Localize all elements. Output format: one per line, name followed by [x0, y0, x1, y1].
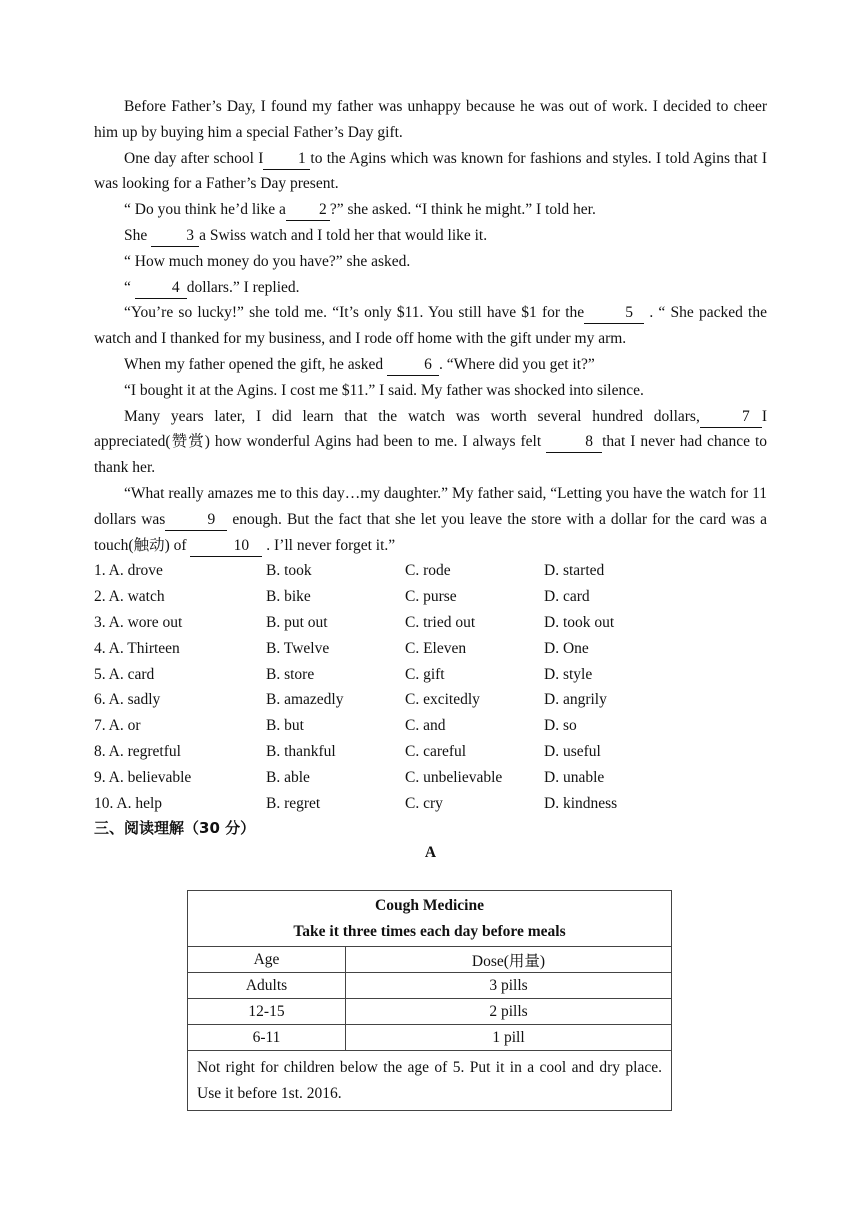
table-note: Not right for children below the age of 5. Put it in a cool and dry place. Use it before 1st. 2016. — [188, 1051, 672, 1111]
option-c[interactable]: C. rode — [405, 562, 451, 580]
option-a[interactable]: 2. A. watch — [94, 588, 165, 606]
option-c[interactable]: C. unbelievable — [405, 768, 503, 786]
blank-5[interactable]: 5 — [584, 303, 644, 324]
option-a[interactable]: 3. A. wore out — [94, 613, 183, 631]
question-row — [94, 739, 767, 765]
option-b[interactable]: B. thankful — [266, 742, 336, 760]
blank-3[interactable]: 3 — [151, 226, 199, 247]
blank-4[interactable]: 4 — [135, 278, 187, 299]
option-a[interactable]: 7. A. or — [94, 717, 141, 735]
table-row — [188, 999, 672, 1025]
option-a[interactable]: 4. A. Thirteen — [94, 639, 180, 657]
paragraph-3: “ Do you think he’d like a 2 ?” she asked. “I think he might.” I told her. — [94, 197, 767, 223]
blank-10[interactable]: 10 — [190, 536, 262, 557]
blank-6[interactable]: 6 — [387, 355, 439, 376]
blank-8[interactable]: 8 — [546, 432, 602, 453]
option-b[interactable]: B. took — [266, 562, 312, 580]
paragraph-2: One day after school I 1 to the Agins which was known for fashions and styles. I told Agins that I was looking for a Father’s Day present. — [94, 149, 768, 193]
paragraph-8: When my father opened the gift, he asked 6 . “Where did you get it?” — [94, 352, 767, 378]
table-title-cell — [188, 891, 672, 947]
option-b[interactable]: B. Twelve — [266, 639, 330, 657]
section-heading: 三、阅读理解（30 分） — [94, 819, 256, 838]
option-a[interactable]: 9. A. believable — [94, 768, 192, 786]
age-cell: Adults — [188, 973, 346, 999]
dose-cell: 2 pills — [346, 999, 672, 1025]
option-a[interactable]: 10. A. help — [94, 794, 163, 812]
question-row — [94, 791, 767, 817]
dose-cell: 3 pills — [346, 973, 672, 999]
option-d[interactable]: D. started — [544, 562, 605, 580]
option-b[interactable]: B. store — [266, 665, 315, 683]
option-d[interactable]: D. so — [544, 717, 577, 735]
question-list — [94, 558, 767, 816]
question-row — [94, 636, 767, 662]
table-header-row — [188, 947, 672, 973]
option-b[interactable]: B. but — [266, 717, 304, 735]
blank-1[interactable]: 1 — [263, 149, 310, 170]
option-a[interactable]: 1. A. drove — [94, 562, 163, 580]
table-subtitle: Take it three times each day before meals — [293, 922, 566, 940]
question-row — [94, 687, 767, 713]
paragraph-4: She 3 a Swiss watch and I told her that would like it. — [94, 223, 767, 249]
option-c[interactable]: C. excitedly — [405, 691, 480, 709]
paragraph-6: “ 4 dollars.” I replied. — [94, 275, 767, 301]
option-c[interactable]: C. careful — [405, 742, 467, 760]
paragraph-9: “I bought it at the Agins. I cost me $11.” I said. My father was shocked into silence. — [124, 381, 644, 399]
paragraph-11: “What really amazes me to this day…my daughter.” My father said, “Letting you have the watch for 11 dollars was 9 enough. But the fact that she let you leave the store with a dollar for the card was a touch(触动) of 10 . I’ll never forget it.” — [94, 481, 767, 558]
option-a[interactable]: 5. A. card — [94, 665, 155, 683]
option-b[interactable]: B. bike — [266, 588, 311, 606]
question-row — [94, 662, 767, 688]
option-d[interactable]: D. useful — [544, 742, 601, 760]
option-c[interactable]: C. Eleven — [405, 639, 467, 657]
column-header-age: Age — [188, 947, 346, 973]
blank-2[interactable]: 2 — [286, 200, 330, 221]
option-c[interactable]: C. and — [405, 717, 446, 735]
paragraph-7: “You’re so lucky!” she told me. “It’s only $11. You still have $1 for the 5 . “ She packed the watch and I thanked for my business, and I rode off home with the gift under my arm. — [94, 304, 767, 348]
age-cell: 12-15 — [188, 999, 346, 1025]
question-row — [94, 558, 767, 584]
option-b[interactable]: B. amazedly — [266, 691, 344, 709]
column-header-dose: Dose(用量) — [346, 947, 672, 973]
paragraph-5: “ How much money do you have?” she asked. — [124, 252, 411, 270]
question-row — [94, 765, 767, 791]
option-c[interactable]: C. gift — [405, 665, 445, 683]
blank-7[interactable]: 7 — [700, 407, 762, 428]
paragraph-1: Before Father’s Day, I found my father was unhappy because he was out of work. I decided to cheer him up by buying him a special Father’s Day gift. — [94, 98, 767, 141]
table-title-row — [188, 891, 672, 947]
option-d[interactable]: D. style — [544, 665, 593, 683]
paragraph-10: Many years later, I did learn that the watch was worth several hundred dollars, 7 I appreciated(赞赏) how wonderful Agins had been to me. I always felt 8 that I never had chance to thank her. — [94, 407, 768, 477]
table-row — [188, 973, 672, 999]
option-d[interactable]: D. card — [544, 588, 590, 606]
option-d[interactable]: D. One — [544, 639, 589, 657]
option-d[interactable]: D. kindness — [544, 794, 618, 812]
part-label: A — [424, 844, 437, 862]
option-d[interactable]: D. angrily — [544, 691, 607, 709]
table-note-row — [188, 1051, 672, 1111]
worksheet-page — [94, 94, 767, 864]
option-a[interactable]: 8. A. regretful — [94, 742, 181, 760]
option-b[interactable]: B. put out — [266, 613, 328, 631]
question-row — [94, 713, 767, 739]
option-b[interactable]: B. regret — [266, 794, 321, 812]
medicine-table — [187, 890, 672, 1111]
option-c[interactable]: C. purse — [405, 588, 457, 606]
table-title: Cough Medicine — [375, 897, 484, 914]
option-c[interactable]: C. tried out — [405, 613, 476, 631]
question-row — [94, 584, 767, 610]
dose-cell: 1 pill — [346, 1025, 672, 1051]
question-row — [94, 610, 767, 636]
blank-9[interactable]: 9 — [165, 510, 227, 531]
option-d[interactable]: D. took out — [544, 613, 615, 631]
age-cell: 6-11 — [188, 1025, 346, 1051]
option-d[interactable]: D. unable — [544, 768, 605, 786]
option-c[interactable]: C. cry — [405, 794, 443, 812]
option-a[interactable]: 6. A. sadly — [94, 691, 161, 709]
table-row — [188, 1025, 672, 1051]
option-b[interactable]: B. able — [266, 768, 310, 786]
